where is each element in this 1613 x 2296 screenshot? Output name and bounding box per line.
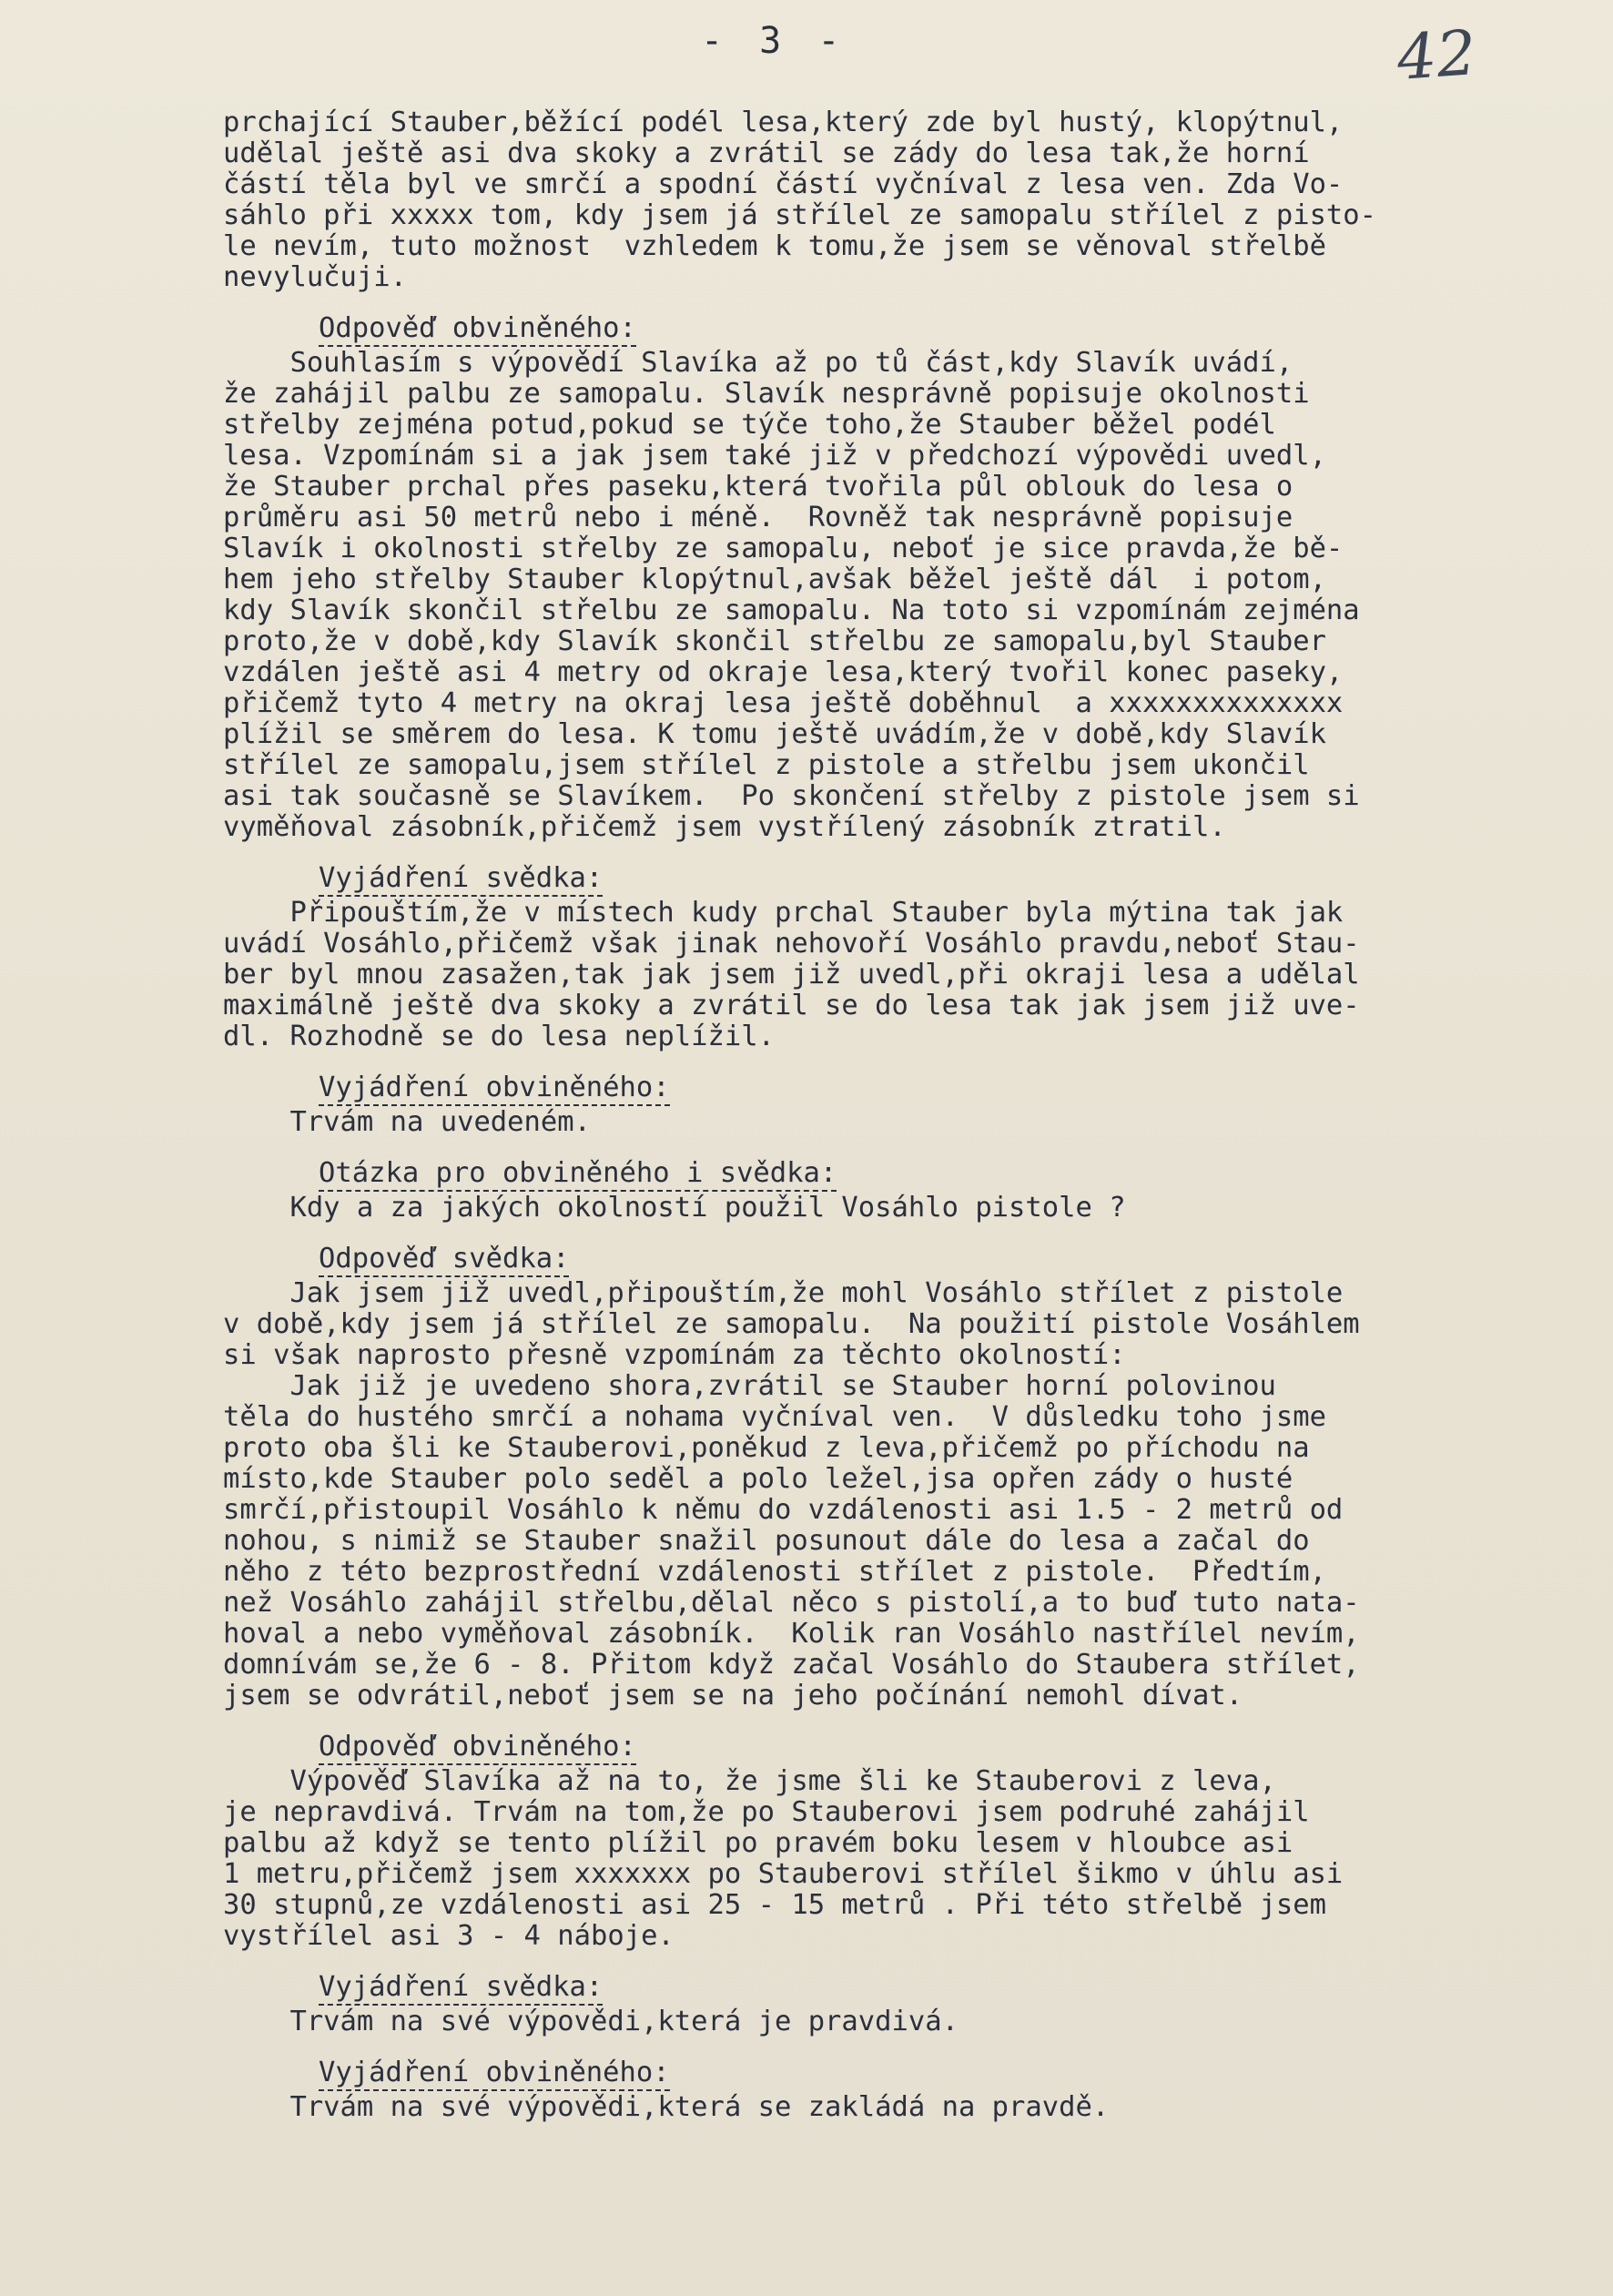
text-line: dl. Rozhodně se do lesa neplížil. [223,1021,775,1052]
text-line: nohou, s nimiž se Stauber snažil posunout dále do lesa a začal do [223,1525,1310,1557]
text-line: jsem se odvrátil,neboť jsem se na jeho počínání nemohl dívat. [223,1680,1243,1712]
text-line: vzdálen ještě asi 4 metry od okraje lesa,který tvořil konec paseky, [223,656,1344,688]
text-line: smrčí,přistoupil Vosáhlo k němu do vzdálenosti asi 1.5 - 2 metrů od [223,1494,1344,1526]
text-line: Slavík i okolnosti střelby ze samopalu, neboť je sice pravda,že bě- [223,533,1344,564]
paragraph-gap [223,2123,1588,2139]
text-line: lesa. Vzpomínám si a jak jsem také již v předchozí výpovědi uvedl, [223,440,1326,472]
text-line: Souhlasím s výpovědí Slavíka až po tů část,kdy Slavík uvádí, [223,347,1293,379]
text-line: 1 metru,přičemž jsem xxxxxxx po Stauberovi střílel šikmo v úhlu asi [223,1858,1344,1890]
section-heading-text: Vyjádření obviněného: [319,2057,670,2091]
handwritten-folio-number: 42 [1395,17,1479,95]
paragraph [223,2006,1588,2037]
text-line: udělal ještě asi dva skoky a zvrátil se zády do lesa tak,že horní [223,137,1310,169]
text-line: v době,kdy jsem já střílel ze samopalu. Na použití pistole Vosáhlem [223,1308,1360,1340]
text-line: palbu až když se tento plížil po pravém boku lesem v hloubce asi [223,1827,1293,1859]
text-line: Trvám na své výpovědi,která se zakládá na pravdě. [223,2091,1110,2123]
paragraph [223,107,1588,293]
text-line: proto oba šli ke Stauberovi,poněkud z leva,přičemž po příchodu na [223,1432,1310,1464]
text-line: že Stauber prchal přes paseku,která tvořila půl oblouk do lesa o [223,471,1293,503]
text-line: vystřílel asi 3 - 4 náboje. [223,1920,675,1952]
section-heading [223,1069,1588,1107]
section-heading [223,310,1588,348]
paragraph [223,1278,1588,1712]
text-line: sáhlo při xxxxx tom, kdy jsem já střílel ze samopalu střílel z pisto- [223,199,1377,231]
text-line: těla do hustého smrčí a nohama vyčníval ven. V důsledku toho jsme [223,1401,1326,1433]
section-heading-text: Odpověď svědka: [319,1243,569,1277]
paragraph-gap [223,1224,1588,1240]
text-line: Kdy a za jakých okolností použil Vosáhlo pistole ? [223,1192,1126,1224]
text-line: 30 stupnů,ze vzdálenosti asi 25 - 15 metrů . Při této střelbě jsem [223,1889,1326,1921]
paragraph [223,2092,1588,2123]
section-heading [223,1154,1588,1193]
paragraph-gap [223,1712,1588,1728]
text-line: průměru asi 50 metrů nebo i méně. Rovněž tak nesprávně popisuje [223,502,1293,533]
text-line: částí těla byl ve smrčí a spodní částí vyčníval z lesa ven. Zda Vo- [223,168,1344,200]
text-line: střelby zejména potud,pokud se týče toho,že Stauber běžel podél [223,409,1276,441]
text-line: Jak jsem již uvedl,připouštím,že mohl Vosáhlo střílet z pistole [223,1277,1344,1309]
text-line: le nevím, tuto možnost vzhledem k tomu,že jsem se věnoval střelbě [223,230,1326,262]
section-heading-text: Vyjádření svědka: [319,862,603,897]
text-line: maximálně ještě dva skoky a zvrátil se do lesa tak jak jsem již uve- [223,990,1360,1021]
text-line: Trvám na své výpovědi,která je pravdivá. [223,2006,959,2037]
section-heading-text: Odpověď obviněného: [319,312,636,347]
page-number: - 3 - [701,20,847,62]
paragraph-gap [223,1138,1588,1154]
text-line: plížil se směrem do lesa. K tomu ještě uvádím,že v době,kdy Slavík [223,718,1326,750]
text-line: domnívám se,že 6 - 8. Přitom když začal Vosáhlo do Staubera střílet, [223,1649,1360,1681]
paragraph-gap [223,293,1588,310]
text-line: uvádí Vosáhlo,přičemž však jinak nehovoří Vosáhlo pravdu,neboť Stau- [223,928,1360,960]
text-line: je nepravdivá. Trvám na tom,že po Stauberovi jsem podruhé zahájil [223,1796,1310,1828]
section-heading-text: Vyjádření obviněného: [319,1072,670,1106]
text-line: ber byl mnou zasažen,tak jak jsem již uvedl,při okraji lesa a udělal [223,959,1360,991]
text-line: proto,že v době,kdy Slavík skončil střelbu ze samopalu,byl Stauber [223,625,1326,657]
text-line: si však naprosto přesně vzpomínám za těchto okolností: [223,1339,1126,1371]
text-line: kdy Slavík skončil střelbu ze samopalu. Na toto si vzpomínám zejména [223,594,1360,626]
paragraph [223,1766,1588,1952]
paragraph [223,898,1588,1052]
paragraph [223,1193,1588,1224]
text-line: prchající Stauber,běžící podél lesa,který zde byl hustý, klopýtnul, [223,107,1344,138]
text-line: vyměňoval zásobník,přičemž jsem vystřílený zásobník ztratil. [223,811,1226,843]
text-line: místo,kde Stauber polo seděl a polo ležel,jsa opřen zády o husté [223,1463,1293,1495]
text-line: něho z této bezprostřední vzdálenosti střílet z pistole. Předtím, [223,1556,1326,1588]
paragraph-gap [223,1052,1588,1069]
paragraph-gap [223,1952,1588,1968]
section-heading [223,1728,1588,1766]
section-heading-text: Vyjádření svědka: [319,1971,603,2006]
text-line: přičemž tyto 4 metry na okraj lesa ještě doběhnul a xxxxxxxxxxxxxx [223,687,1344,719]
paragraph [223,348,1588,843]
section-heading [223,1968,1588,2006]
section-heading [223,2054,1588,2092]
section-heading-text: Otázka pro obviněného i svědka: [319,1157,837,1192]
text-line: hem jeho střelby Stauber klopýtnul,avšak běžel ještě dál i potom, [223,564,1326,595]
section-heading [223,859,1588,898]
section-heading [223,1240,1588,1278]
text-line: Připouštím,že v místech kudy prchal Stauber byla mýtina tak jak [223,897,1344,929]
text-line: hoval a nebo vyměňoval zásobník. Kolik ran Vosáhlo nastřílel nevím, [223,1618,1360,1650]
text-line: Jak již je uvedeno shora,zvrátil se Stauber horní polovinou [223,1370,1276,1402]
text-line: Výpověď Slavíka až na to, že jsme šli ke Stauberovi z leva, [223,1765,1276,1797]
text-line: nevylučuji. [223,261,407,293]
text-line: Trvám na uvedeném. [223,1106,591,1138]
document-body [223,107,1588,2139]
text-line: než Vosáhlo zahájil střelbu,dělal něco s pistolí,a to buď tuto nata- [223,1587,1360,1619]
text-line: střílel ze samopalu,jsem střílel z pistole a střelbu jsem ukončil [223,749,1310,781]
paragraph [223,1107,1588,1138]
text-line: asi tak současně se Slavíkem. Po skončení střelby z pistole jsem si [223,780,1360,812]
paragraph-gap [223,843,1588,859]
text-line: že zahájil palbu ze samopalu. Slavík nesprávně popisuje okolnosti [223,378,1310,410]
paragraph-gap [223,2037,1588,2054]
section-heading-text: Odpověď obviněného: [319,1731,636,1765]
